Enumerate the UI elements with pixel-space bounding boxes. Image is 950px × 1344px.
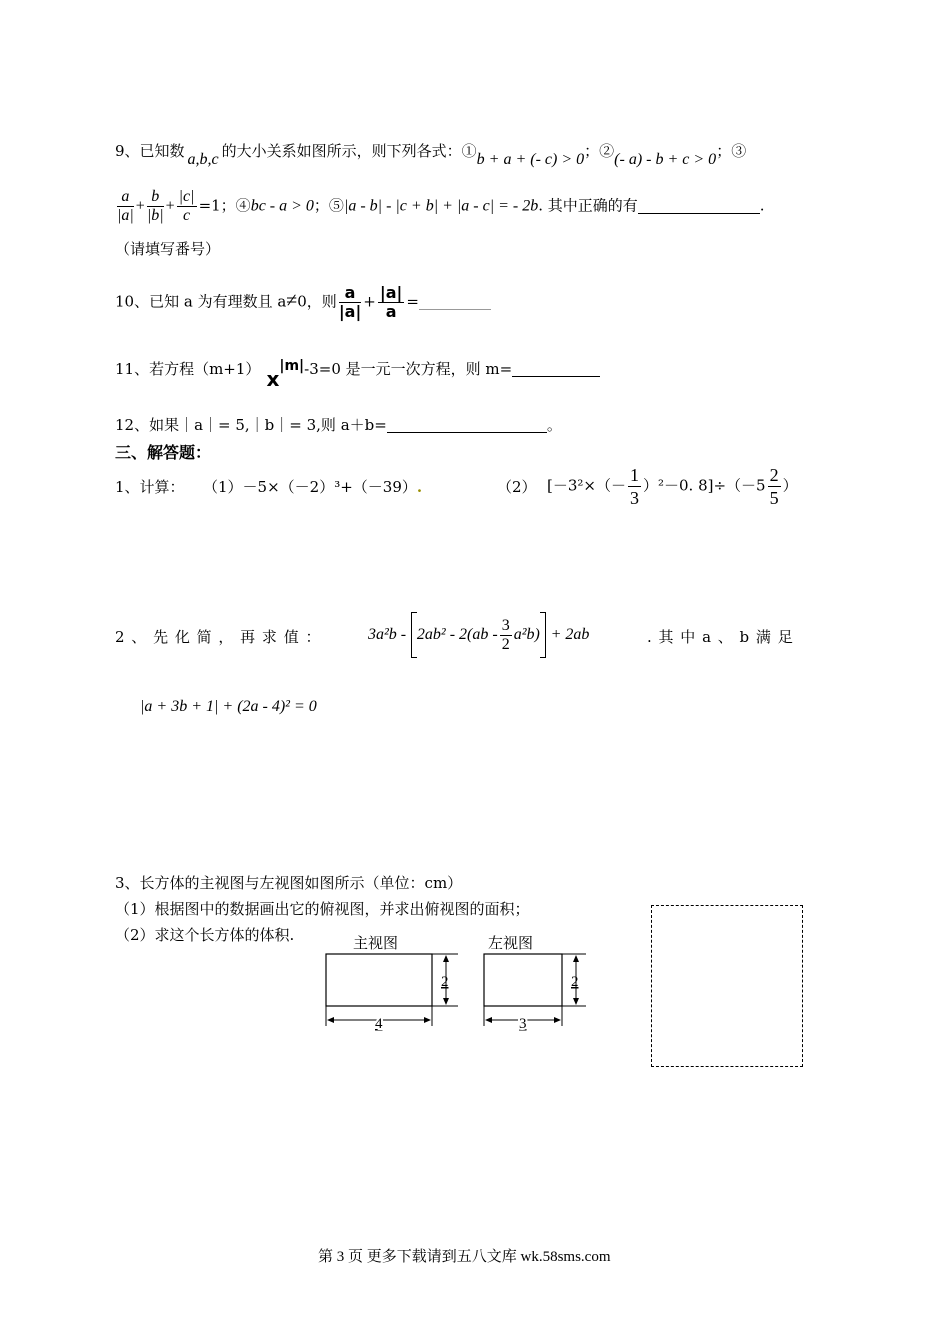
- a2-frac-3-2: [500, 617, 512, 654]
- q12-answer-blank[interactable]: [387, 416, 547, 433]
- a2-expr: [368, 612, 589, 658]
- a1-frac-2-5: [768, 464, 781, 509]
- front-height-value: 2: [441, 974, 449, 990]
- a1-frac-1-3: [628, 464, 641, 509]
- top-view-drawing-box[interactable]: [651, 905, 803, 1067]
- a2-expr-a: 3a²b -: [368, 626, 407, 643]
- a1-part2-label: （2）: [497, 478, 537, 496]
- q9-line2: [115, 188, 765, 225]
- a2-condition: |a + 3b + 1| + (2a - 4)² = 0: [140, 698, 317, 715]
- q9-expr-5: |a - b| - |c + b| + |a - c| = - 2b: [343, 197, 539, 215]
- arrow-down-icon: [443, 998, 449, 1005]
- plus-sign: +: [165, 197, 175, 215]
- q12-line: [115, 414, 562, 435]
- frac-den: |a|: [338, 302, 362, 321]
- front-view-label: 主视图: [353, 934, 399, 952]
- arrow-up-icon: [443, 955, 449, 962]
- frac-num: a: [117, 188, 134, 207]
- q9-note: （请填写番号）: [115, 240, 221, 258]
- views-diagram: [320, 948, 610, 1038]
- frac-den: 3: [629, 488, 639, 508]
- frac-num: |c|: [178, 188, 195, 205]
- q10-frac-2: [378, 284, 404, 321]
- a2-expr-c: a²b): [513, 626, 540, 643]
- page-footer: 第 3 页 更多下载请到五八文库 wk.58sms.com: [318, 1249, 611, 1265]
- q9-frac-c: [177, 188, 197, 225]
- q9-prefix: 9、已知数: [115, 142, 185, 160]
- frac-num: 2: [769, 465, 779, 485]
- q9-vars: a,b,c: [187, 151, 219, 168]
- q10-frac-1: [339, 284, 361, 321]
- a1-part2-b: ）²－0. 8]÷（－5: [642, 476, 766, 495]
- a1-part2-c: ）: [782, 476, 798, 495]
- a3-part2: （2）求这个长方体的体积.: [115, 926, 295, 944]
- section-title: 三、解答题：: [115, 443, 212, 462]
- a1-dot: .: [416, 478, 423, 496]
- a1-part1-expr: （1）－5×（－2）³+（－39）: [203, 478, 417, 496]
- frac-den: |b|: [146, 207, 164, 224]
- frac-num: a: [339, 284, 361, 303]
- a2-tail: . 其 中 a 、 b 满 足: [647, 628, 794, 646]
- q9-answer-blank[interactable]: [638, 197, 760, 214]
- frac-den: a: [385, 302, 397, 321]
- q9-frac-a: [117, 188, 134, 225]
- left-width-value: 3: [519, 1016, 527, 1032]
- q10-line: [115, 284, 491, 321]
- plus-sign: +: [363, 292, 376, 311]
- a2-label: 2 、 先 化 简 ， 再 求 值 ：: [115, 628, 322, 646]
- arrow-right-icon: [424, 1017, 431, 1023]
- front-width-value: 4: [375, 1016, 383, 1032]
- arrow-left-icon: [485, 1017, 492, 1023]
- q9-sep-2: ；③: [716, 142, 747, 160]
- q11-prefix: 11、若方程（m+1）: [115, 360, 261, 378]
- q10-mid: 0，则: [297, 292, 337, 311]
- q11-line: [115, 358, 600, 391]
- arrow-right-icon: [554, 1017, 561, 1023]
- q11-exponent: |m|: [279, 358, 305, 374]
- q9-frac-b: [147, 188, 164, 225]
- q11-answer-blank[interactable]: [512, 360, 600, 377]
- left-height-value: 2: [571, 974, 579, 990]
- a1-part2: [547, 464, 798, 509]
- q9-expr-4: bc - a > 0: [250, 197, 314, 215]
- frac-num: b: [147, 188, 164, 207]
- q9-expr-1: b + a + (- c) > 0: [476, 151, 585, 168]
- a1-part1: [203, 476, 422, 497]
- a1-label: 1、计算：: [115, 478, 185, 496]
- q10-prefix: 10、已知 a 为有理数且 a: [115, 292, 287, 311]
- arrow-left-icon: [327, 1017, 334, 1023]
- q9-sep-4: ；⑤: [313, 196, 344, 215]
- q9-end: .: [759, 196, 765, 215]
- frac-num: |a|: [379, 283, 403, 302]
- frac-num: 3: [501, 616, 510, 634]
- a3-part1: （1）根据图中的数据画出它的俯视图，并求出俯视图的面积；: [115, 900, 530, 918]
- left-view-rect: [484, 954, 562, 1006]
- plus-sign: +: [135, 197, 145, 215]
- a2-expr-b: 2ab² - 2(ab -: [416, 626, 498, 643]
- frac-den: 5: [769, 488, 779, 508]
- a2-expr-d: + 2ab: [550, 626, 590, 643]
- q11-suffix: -3=0 是一元一次方程，则 m=: [304, 360, 513, 378]
- q9-sep-1: ；②: [584, 142, 615, 160]
- front-view-rect: [326, 954, 432, 1006]
- q10-neq: ≠: [286, 289, 298, 312]
- q9-expr-3-tail: =1；④: [198, 196, 251, 215]
- arrow-down-icon: [573, 998, 579, 1005]
- equals-sign: =: [406, 292, 419, 311]
- frac-den: |a|: [117, 207, 134, 224]
- q9-mid: 的大小关系如图所示，则下列各式：①: [221, 142, 477, 160]
- arrow-up-icon: [573, 955, 579, 962]
- a3-title: 3、长方体的主视图与左视图如图所示（单位：cm）: [115, 874, 463, 892]
- q12-text: 12、如果｜a｜= 5,｜b｜= 3,则 a＋b=: [115, 416, 387, 434]
- frac-den: 2: [501, 635, 510, 653]
- q9-line1: [115, 140, 746, 169]
- q9-tail: . 其中正确的有: [538, 196, 638, 215]
- q12-end: 。: [546, 416, 562, 434]
- left-view-label: 左视图: [488, 934, 534, 952]
- a1-part2-a: [－3²×（－: [547, 476, 626, 495]
- q11-x: x: [266, 367, 280, 391]
- right-bracket: [540, 612, 546, 658]
- frac-den: c: [183, 207, 191, 224]
- frac-num: 1: [629, 465, 639, 485]
- q9-expr-2: (- a) - b + c > 0: [614, 151, 717, 168]
- q10-answer-blank[interactable]: [419, 293, 491, 310]
